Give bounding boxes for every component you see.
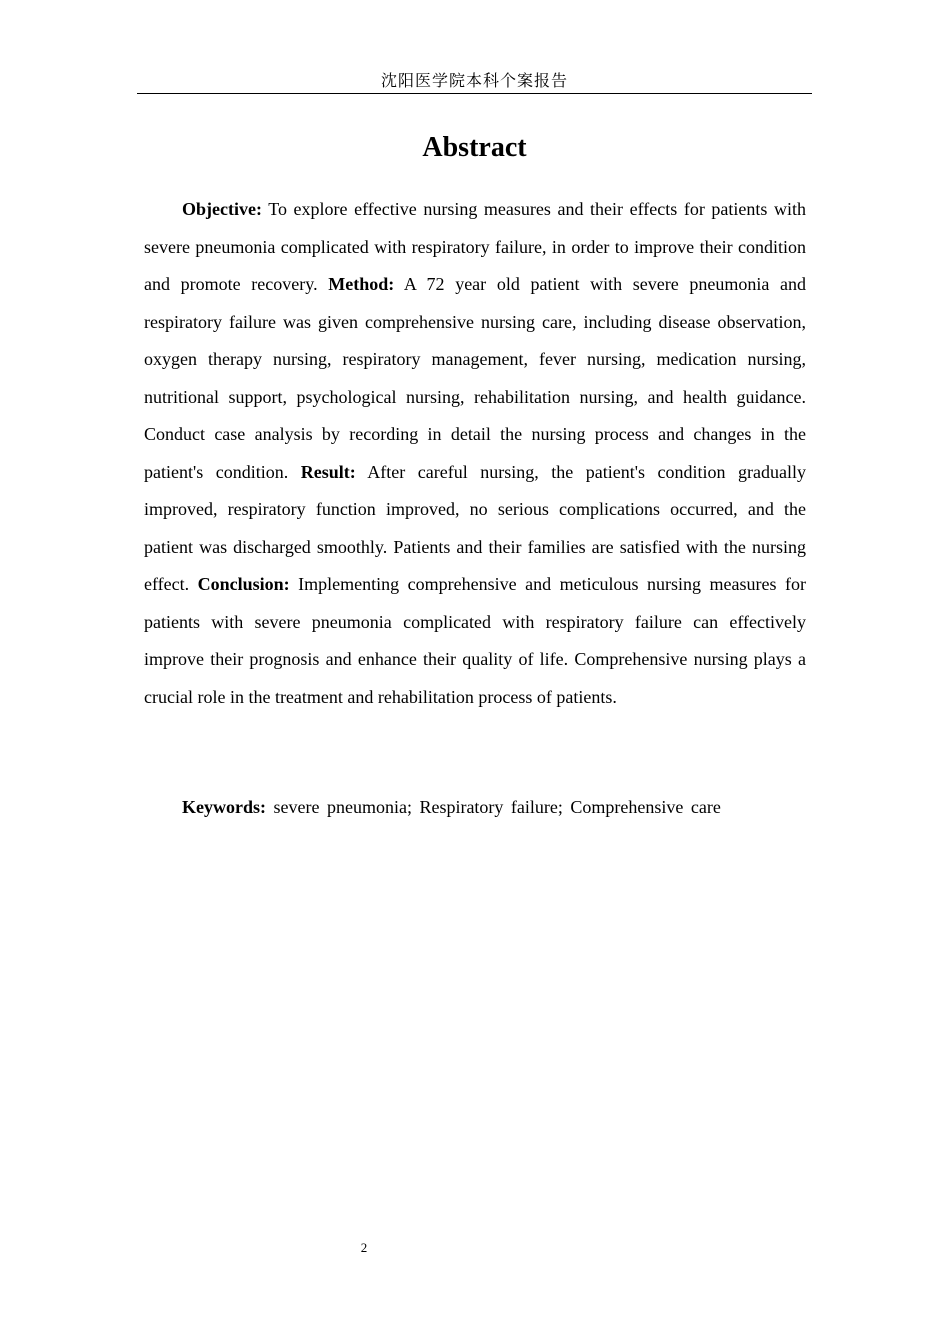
objective-text: To explore effective nursing measures and their effects for patients with severe pneumonia complicated with respiratory failure, in order to improve their condition and promote recovery. (144, 199, 806, 294)
result-label: Result: (300, 461, 356, 482)
method-label: Method: (328, 274, 395, 294)
result-text: After careful nursing, the patient's condition gradually improved, respiratory function improved, no serious complications occurred, and the patient was discharged smoothly. Patients and their families are satisfied with the nursing effect. (144, 461, 806, 594)
conclusion-text: Implementing comprehensive and meticulous nursing measures for patients with severe pneumonia complicated with respiratory failure can effectively improve their prognosis and enhance their quality of life. Comprehensive nursing plays a crucial role in the treatment and rehabilitation process of patients. (144, 574, 807, 707)
abstract-paragraph (144, 191, 806, 716)
keywords-label: Keywords: (182, 797, 266, 817)
conclusion-label: Conclusion: (197, 574, 290, 594)
page-title: Abstract (422, 132, 527, 163)
page-number: 2 (360, 1240, 368, 1255)
method-text: A 72 year old patient with severe pneumonia and respiratory failure was given comprehensive nursing care, including disease observation, oxygen therapy nursing, respiratory management, fever nursing, medication nursing, nutritional support, psychological nursing, rehabilitation nursing, and health guidance. Conduct case analysis by recording in detail the nursing process and changes in the patient's condition. (144, 274, 806, 482)
keywords-text: severe pneumonia; Respiratory failure; Comprehensive care (266, 797, 721, 817)
header-divider (137, 93, 812, 94)
keywords-line (144, 790, 806, 824)
objective-label: Objective: (182, 199, 262, 219)
running-header: 沈阳医学院本科个案报告 (380, 71, 568, 90)
